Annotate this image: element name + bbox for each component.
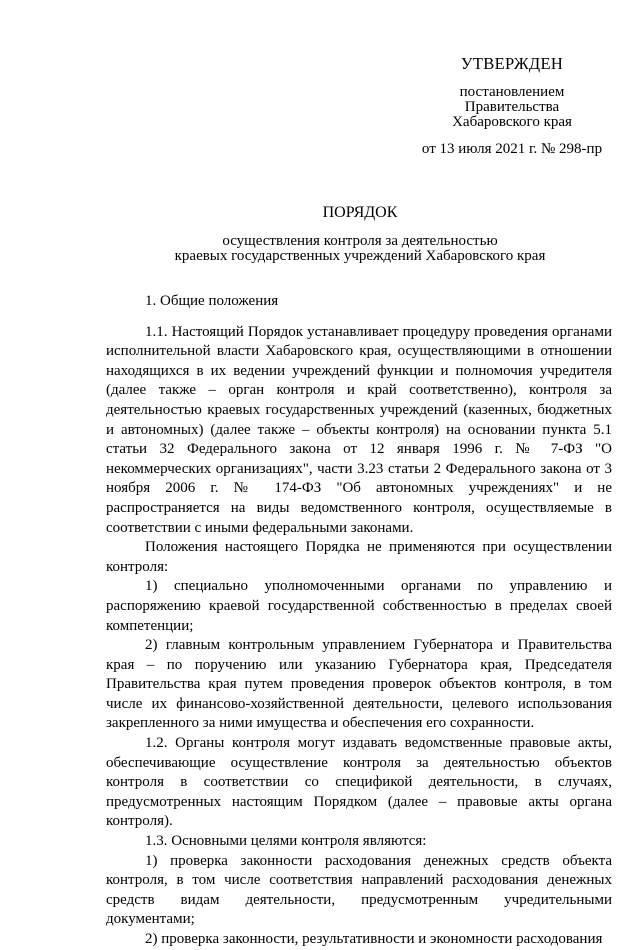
paragraph: Положения настоящего Порядка не применяются при осуществлении контроля: — [106, 539, 612, 575]
paragraph: 2) главным контрольным управлением Губернатора и Правительства края – по поручению или указанию Губернатора края, Председателя Правительства края путем проведения проверок объектов контроля, в том числе их финансово-хозяйственной деятельности, целевого использования закрепленного за ними имущества и обеспечения его сохранности. — [106, 637, 612, 732]
approval-title: УТВЕРЖДЕН — [460, 54, 564, 73]
section-heading: 1. Общие положения — [145, 293, 279, 309]
approval-date: от 13 июля 2021 г. № 298-пр — [421, 141, 603, 157]
document-title: ПОРЯДОК — [322, 204, 398, 221]
paragraph: 1.1. Настоящий Порядок устанавливает процедуру проведения органами исполнительной власти Хабаровского края, осуществляющими в отношении находящихся в их ведении учреждений функции и полномочия учредителя (далее также – орган контроля и край соответственно), контроля за деятельностью краевых государственных учреждений (казенных, бюджетных и автономных) (далее также – объекты контроля) на основании пункта 5.1 статьи 32 Федерального закона от 12 января 1996 г. № 7-ФЗ "О некоммерческих организациях", части 3.23 статьи 2 Федерального закона от 3 ноября 2006 г. № 174-ФЗ "Об автономных учреждениях" и не распространяется на виды ведомственного контроля, осуществляемые в соответствии с иными федеральными законами. — [106, 323, 612, 536]
document-subtitle-line-2: краевых государственных учреждений Хабаровского края — [174, 248, 546, 264]
approval-line-2: Правительства — [464, 99, 560, 115]
document-body — [106, 292, 612, 950]
paragraph: 1.3. Основными целями контроля являются: — [145, 833, 427, 850]
paragraph: 1) специально уполномоченными органами по управлению и распоряжению краевой государственной собственностью в пределах своей компетенции; — [106, 578, 612, 634]
paragraph: 1) проверка законности расходования денежных средств объекта контроля, в том числе соответствия направлений расходования денежных средств видам деятельности, предусмотренным учредительными документами; — [106, 852, 612, 928]
paragraph: 1.2. Органы контроля могут издавать ведомственные правовые акты, обеспечивающие осуществление контроля за деятельностью объектов контроля в соответствии со спецификой деятельности, в случаях, предусмотренных настоящим Порядком (далее – правовые акты органа контроля). — [106, 735, 612, 830]
approval-line-3: Хабаровского края — [452, 114, 572, 130]
paragraph: 2) проверка законности, результативности и экономности расходования — [145, 931, 603, 947]
document-subtitle-line-1: осуществления контроля за деятельностью — [222, 233, 498, 249]
approval-block — [412, 56, 612, 157]
document-title-block — [60, 205, 640, 264]
approval-line-1: постановлением — [459, 84, 565, 100]
